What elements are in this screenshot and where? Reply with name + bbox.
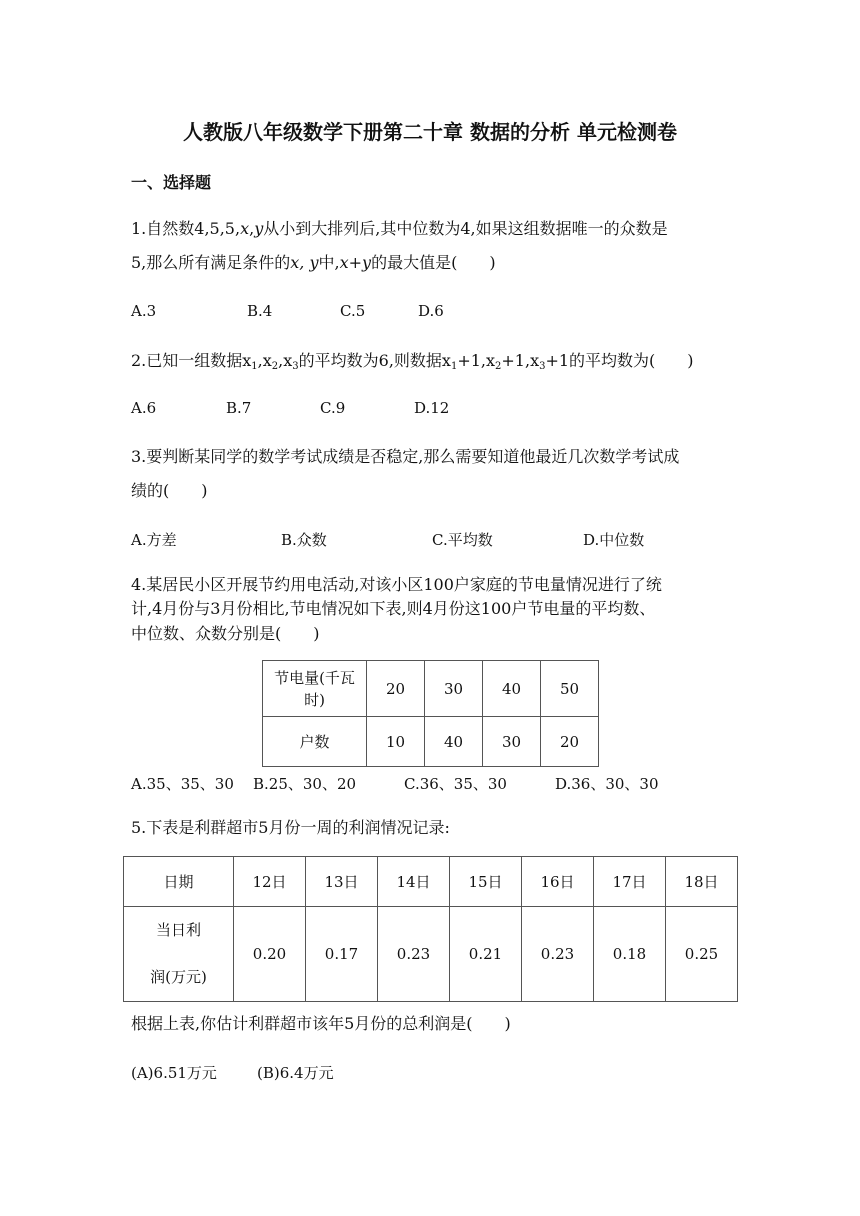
table-cell: 10 [367,717,425,767]
table-row [124,857,738,907]
table-row [263,661,599,717]
option-d: D.6 [418,302,444,320]
table-header-cell: 节电量(千瓦 时) [263,661,367,717]
option-b: B.众数 [281,531,327,549]
question-3-line-2: 绩的( ) [131,481,208,500]
question-1-line-1: 1.自然数4,5,5,x,y从小到大排列后,其中位数为4,如果这组数据唯一的众数是 [131,219,668,238]
option-a: A.方差 [131,531,177,549]
page-title: 人教版八年级数学下册第二十章 数据的分析 单元检测卷 [183,120,677,144]
table-cell: 17日 [594,857,666,907]
table-cell: 40 [483,661,541,717]
question-5-options [0,1062,860,1082]
table-cell: 14日 [378,857,450,907]
table-cell: 0.18 [594,907,666,1002]
option-c: C.5 [340,302,366,320]
option-b: B.7 [226,399,252,417]
table-cell: 20 [367,661,425,717]
question-5-text: 根据上表,你估计利群超市该年5月份的总利润是( ) [131,1014,511,1033]
section-heading: 一、选择题 [131,173,212,192]
option-b: B.25、30、20 [253,775,357,793]
table-header-cell: 日期 [124,857,234,907]
table-cell: 16日 [522,857,594,907]
option-c: C.平均数 [432,531,493,549]
question-2-text: 2.已知一组数据$x_1,x_2,x_3$的平均数为6,则数据$x_1+1,x_2+1,x_3+1$的平均数为( ) [131,351,694,372]
table-cell: 20 [541,717,599,767]
question-1-options [0,302,860,322]
table-row [263,717,599,767]
table-cell: 0.20 [234,907,306,1002]
question-4-line-1: 4.某居民小区开展节约用电活动,对该小区100户家庭的节电量情况进行了统 [131,575,662,594]
table-header-cell: 户数 [263,717,367,767]
table-cell: 0.21 [450,907,522,1002]
table-header-cell: 当日利 润(万元) [124,907,234,1002]
option-b: B.4 [247,302,273,320]
profit-table [123,856,738,1002]
table-row [124,907,738,1002]
question-4-line-2: 计,4月份与3月份相比,节电情况如下表,则4月份这100户节电量的平均数、 [131,599,656,618]
table-cell: 30 [483,717,541,767]
table-cell: 12日 [234,857,306,907]
question-4-options [0,773,860,793]
table-cell: 13日 [306,857,378,907]
question-4-line-3: 中位数、众数分别是( ) [131,624,320,643]
table-cell: 0.25 [666,907,738,1002]
table-cell: 50 [541,661,599,717]
option-c: C.9 [320,399,346,417]
option-d: D.36、30、30 [555,775,659,793]
table-cell: 15日 [450,857,522,907]
question-2-options [0,399,860,419]
option-a: A.6 [131,399,157,417]
table-cell: 0.23 [378,907,450,1002]
question-3-line-1: 3.要判断某同学的数学考试成绩是否稳定,那么需要知道他最近几次数学考试成 [131,447,680,466]
option-c: C.36、35、30 [404,775,507,793]
savings-table [262,660,599,767]
option-a: (A)6.51万元 [131,1064,217,1082]
question-5-intro: 5.下表是利群超市5月份一周的利润情况记录: [131,818,450,837]
option-a: A.35、35、30 [131,775,234,793]
question-1-line-2: 5,那么所有满足条件的x, y中,x+y的最大值是( ) [131,253,496,272]
table-cell: 40 [425,717,483,767]
table-cell: 0.23 [522,907,594,1002]
option-b: (B)6.4万元 [257,1064,334,1082]
table-cell: 0.17 [306,907,378,1002]
option-d: D.中位数 [583,531,645,549]
table-cell: 30 [425,661,483,717]
question-3-options [0,529,860,549]
option-d: D.12 [414,399,450,417]
table-cell: 18日 [666,857,738,907]
option-a: A.3 [131,302,157,320]
